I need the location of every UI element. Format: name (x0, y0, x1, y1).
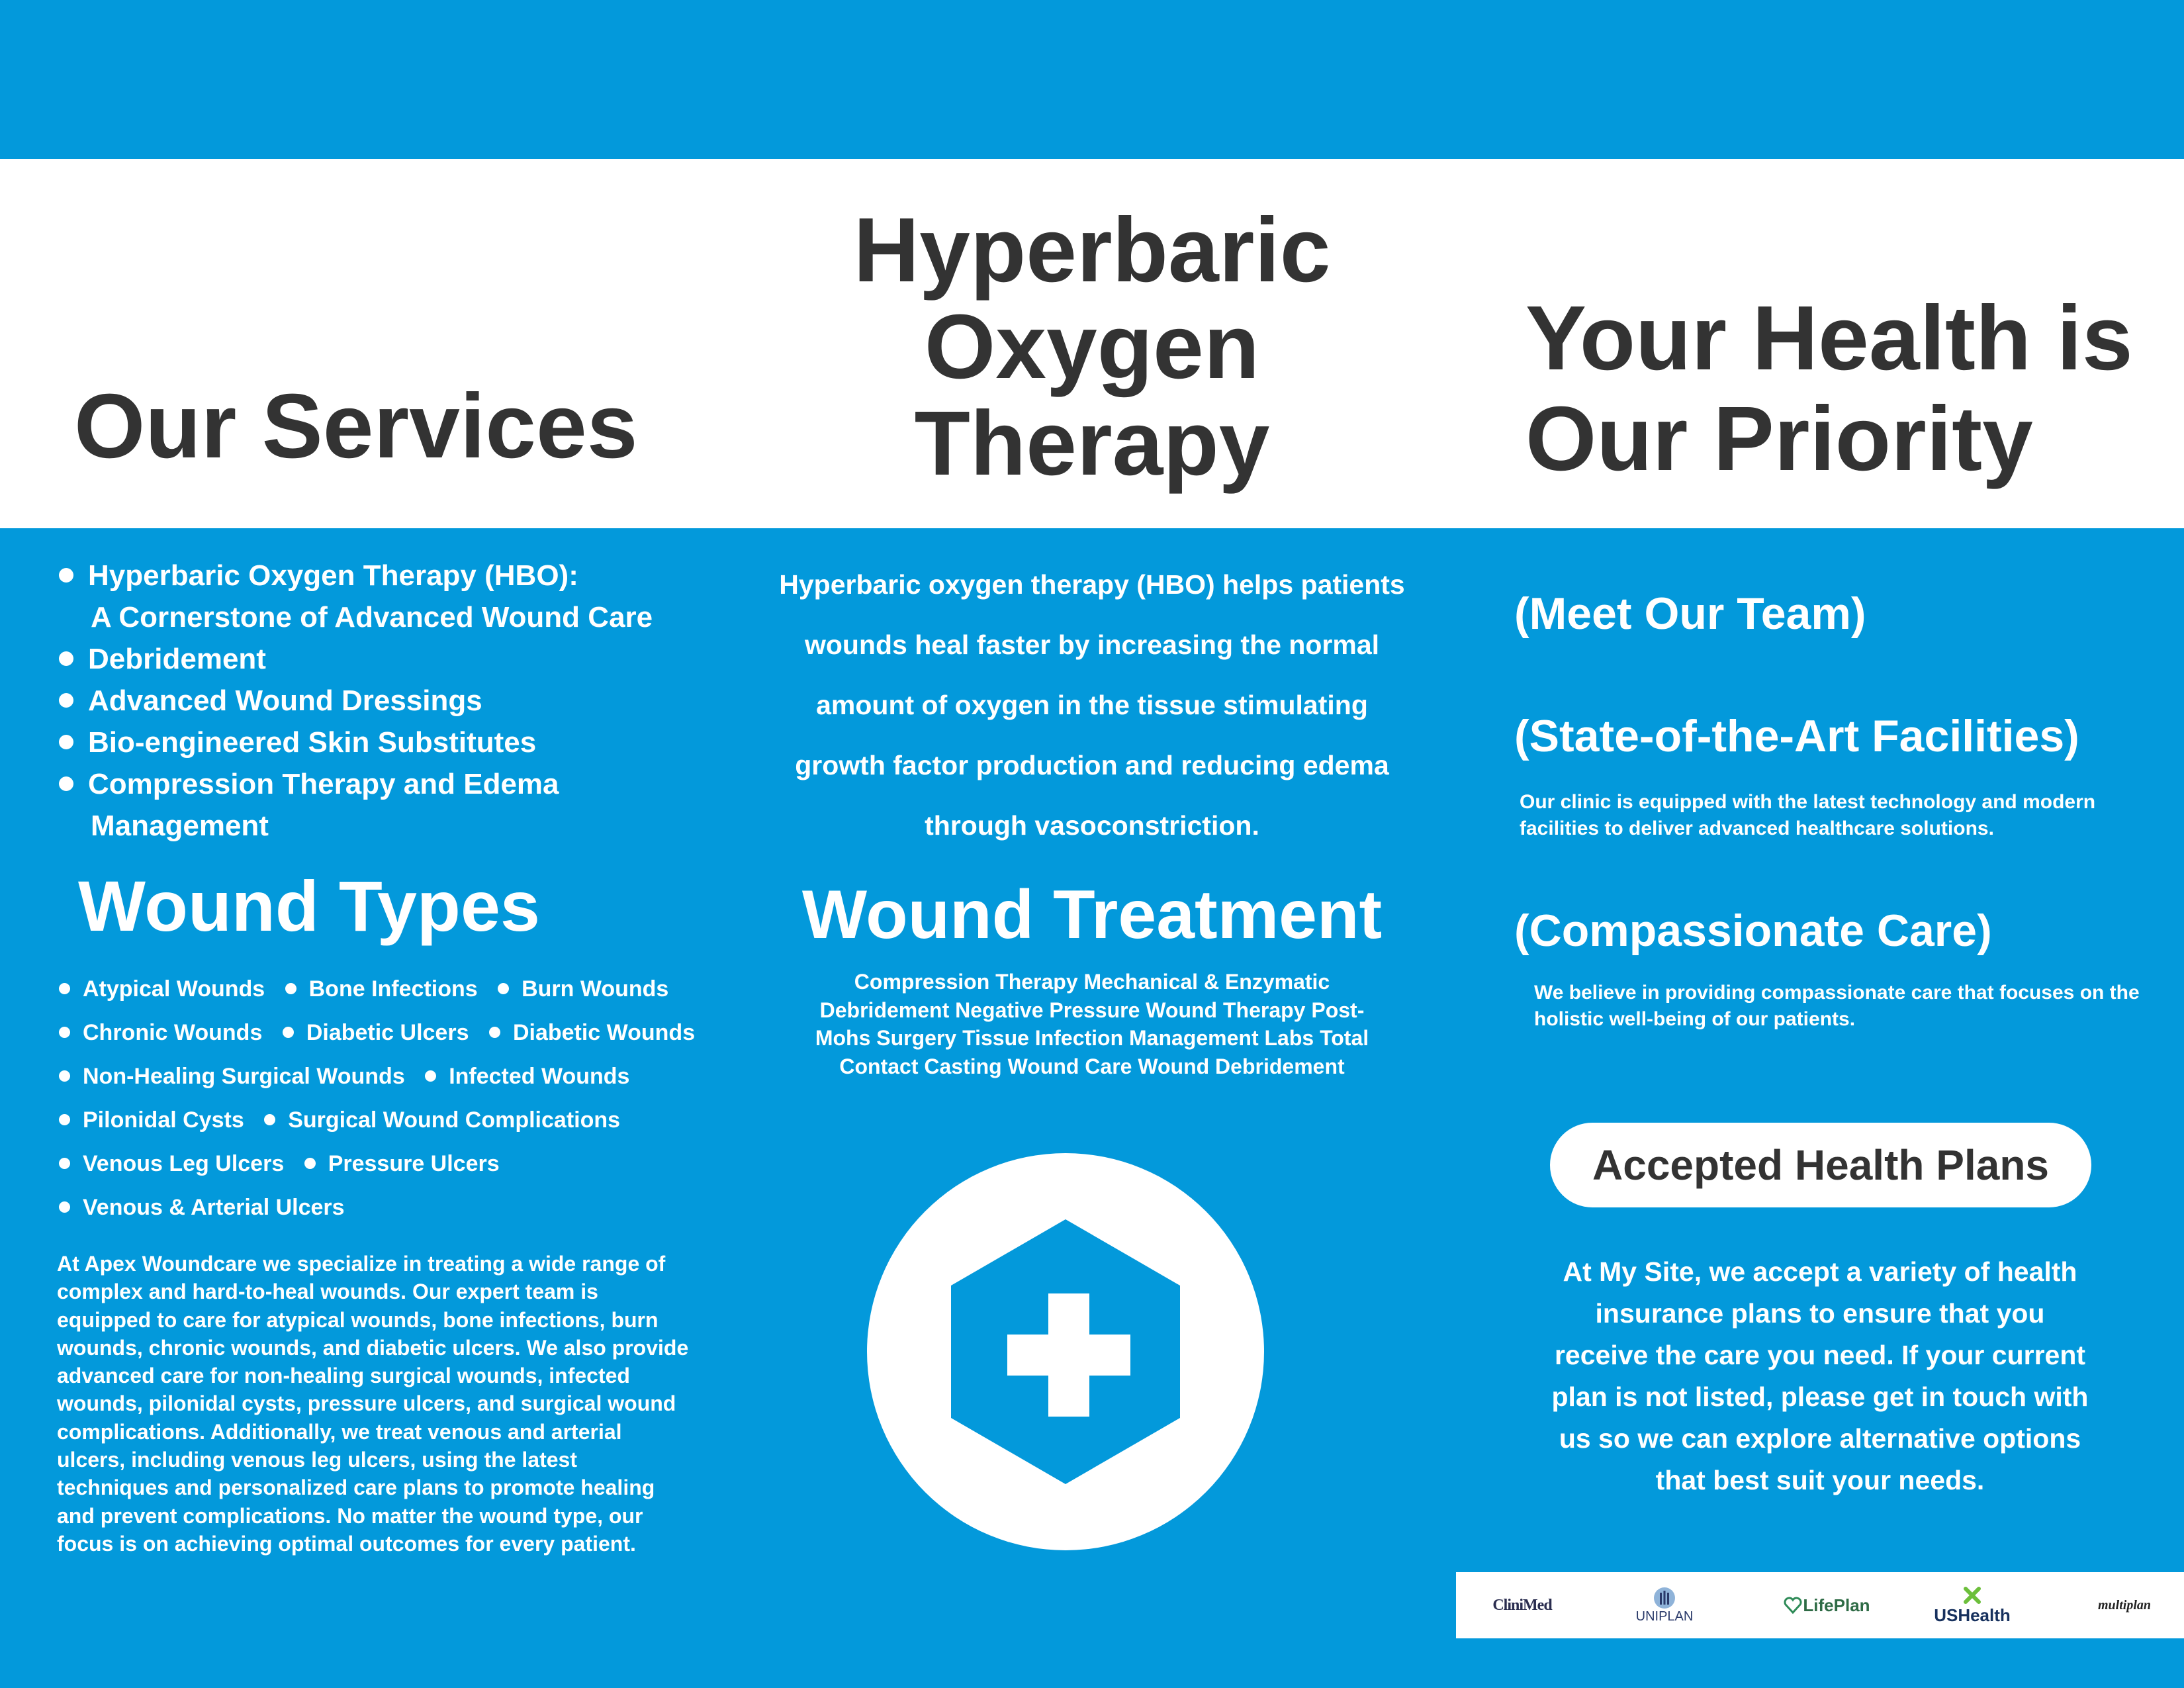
wound-type-row (56, 1103, 751, 1147)
medical-cross-hexagon-icon (867, 1153, 1264, 1550)
service-item (56, 722, 751, 763)
cross-x-icon (1962, 1585, 1982, 1605)
wound-type-item: Diabetic Ulcers (280, 1015, 469, 1050)
health-plans-text: At My Site, we accept a variety of health insurance plans to ensure that you receive the care you need. If your current plan is not listed, please get in touch with us so we can explore alternative options that best suit your needs. (1551, 1256, 2089, 1495)
wound-type-item: Pressure Ulcers (302, 1147, 500, 1181)
wound-type-item: Bone Infections (283, 972, 478, 1006)
top-blue-band (0, 0, 2184, 159)
clinimed-logo (1469, 1572, 1575, 1638)
wound-type-row (56, 1190, 751, 1234)
services-list (56, 555, 751, 847)
ushealth-logo (1919, 1572, 2025, 1638)
wound-types-heading: Wound Types (78, 866, 540, 946)
wound-type-item: Infected Wounds (422, 1059, 629, 1094)
service-sublabel: A Cornerstone of Advanced Wound Care (91, 601, 653, 633)
wound-type-item: Venous & Arterial Ulcers (56, 1190, 345, 1225)
insurance-logos-strip (1456, 1572, 2184, 1638)
facilities-heading: (State-of-the-Art Facilities) (1514, 711, 2079, 761)
wound-type-item: Chronic Wounds (56, 1015, 262, 1050)
clinimed-logo-text: CliniMed (1492, 1596, 1552, 1614)
priority-heading: Your Health is Our Priority (1525, 287, 2133, 490)
service-label: Compression Therapy and Edema (88, 768, 559, 800)
hbo-heading: Hyperbaric Oxygen Therapy (853, 199, 1331, 494)
wound-type-item: Pilonidal Cysts (56, 1103, 244, 1137)
uniplan-logo-text: UNIPLAN (1635, 1609, 1694, 1624)
service-label: Hyperbaric Oxygen Therapy (HBO): (88, 559, 578, 592)
wound-type-row (56, 1015, 751, 1059)
wound-type-item: Atypical Wounds (56, 972, 265, 1006)
heart-icon (1783, 1595, 1803, 1615)
our-services-heading: Our Services (74, 375, 638, 477)
service-label: Bio-engineered Skin Substitutes (88, 726, 537, 759)
service-label: Debridement (88, 643, 266, 675)
service-item (56, 763, 751, 847)
uniplan-logo (1615, 1572, 1714, 1638)
wound-treatment-list: Compression Therapy Mechanical & Enzymatic Debridement Negative Pressure Wound Therapy Post-Mohs Surgery Tissue Infection Management Labs Total Contact Casting Wound Care Wound Debridement (815, 970, 1369, 1078)
wound-type-item: Non-Healing Surgical Wounds (56, 1059, 405, 1094)
facilities-text: Our clinic is equipped with the latest technology and modern facilities to deliver advanced healthcare solutions. (1520, 791, 2096, 839)
lifeplan-logo (1774, 1572, 1880, 1638)
wound-type-row (56, 1059, 751, 1103)
meet-team-heading: (Meet Our Team) (1514, 588, 1866, 639)
compassionate-care-heading: (Compassionate Care) (1514, 906, 1992, 956)
ushealth-logo-text: USHealth (1934, 1605, 2011, 1625)
service-item (56, 638, 751, 680)
accepted-health-plans-badge: Accepted Health Plans (1550, 1123, 2091, 1207)
service-label: Advanced Wound Dressings (88, 684, 482, 717)
wound-type-item: Diabetic Wounds (486, 1015, 695, 1050)
hbo-description: Hyperbaric oxygen therapy (HBO) helps patients wounds heal faster by increasing the normal amount of oxygen in the tissue stimulating growth factor production and reducing edema through vasoconstriction. (779, 569, 1405, 841)
wound-types-list (56, 972, 751, 1234)
service-item (56, 555, 751, 638)
uniplan-building-icon (1653, 1587, 1676, 1609)
wound-type-item: Venous Leg Ulcers (56, 1147, 284, 1181)
multiplan-logo-text: multiplan (2097, 1597, 2152, 1613)
service-item (56, 680, 751, 722)
wound-type-item: Surgical Wound Complications (261, 1103, 620, 1137)
wound-types-paragraph: At Apex Woundcare we specialize in treating a wide range of complex and hard-to-heal wounds. Our expert team is equipped to care for atypical wounds, bone infections, burn wounds, chronic wounds, and diabetic ulcers. We also provide advanced care for non-healing surgical wounds, infected wounds, pilonidal cysts, pressure ulcers, and surgical wound complications. Additionally, we treat venous and arterial ulcers, including venous leg ulcers, using the latest techniques and personalized care plans to promote healing and prevent complications. No matter the wound type, our focus is on achieving optimal outcomes for every patient. (57, 1252, 689, 1556)
wound-type-item: Burn Wounds (495, 972, 668, 1006)
service-sublabel: Management (91, 810, 269, 842)
wound-type-row (56, 1147, 751, 1190)
lifeplan-logo-text: LifePlan (1803, 1595, 1870, 1615)
multiplan-logo (2071, 1572, 2177, 1638)
wound-type-row (56, 972, 751, 1015)
wound-treatment-heading: Wound Treatment (801, 876, 1383, 953)
compassionate-care-text: We believe in providing compassionate care that focuses on the holistic well-being of our patients. (1534, 982, 2140, 1030)
